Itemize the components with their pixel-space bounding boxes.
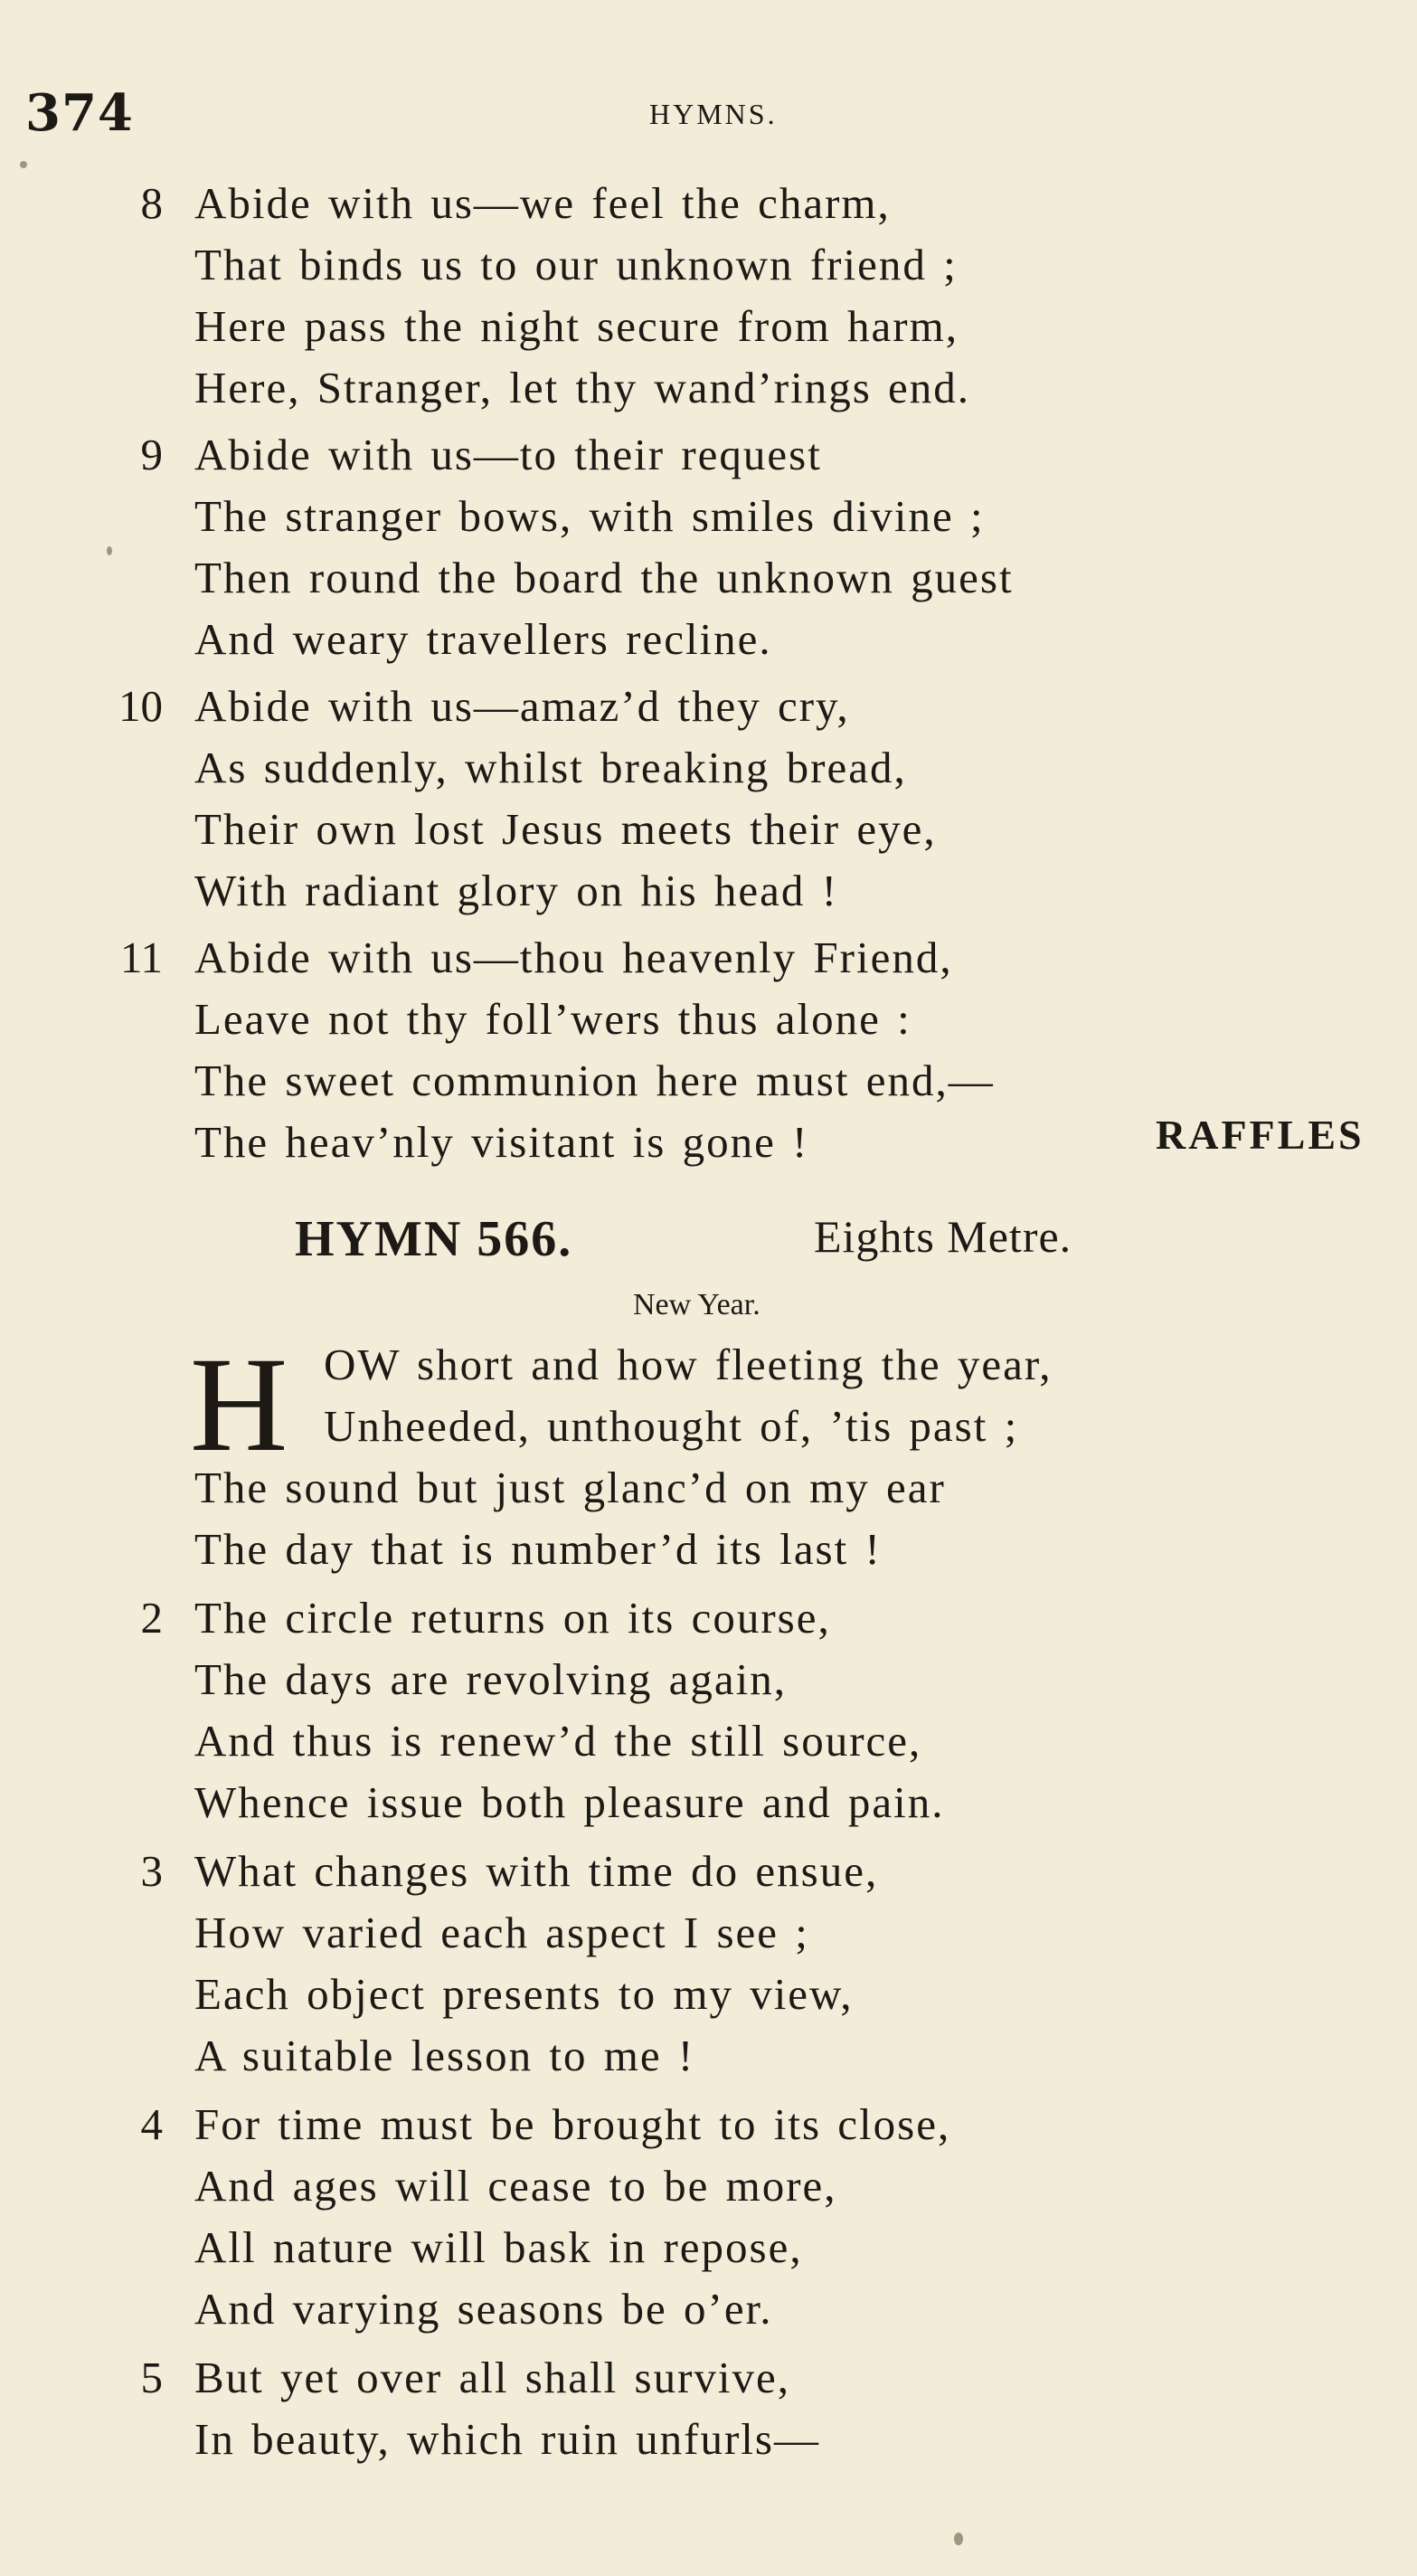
hymn-subtitle: New Year. [633,1288,760,1321]
stanza-number: 2 [140,1593,163,1643]
verse-line: But yet over all shall survive, [194,2353,790,2402]
stanza-number: 8 [140,178,163,228]
verse-line: And ages will cease to be more, [194,2161,837,2211]
verse-line: For time must be brought to its close, [194,2099,951,2149]
verse-line: Here, Stranger, let thy wand’rings end. [194,363,971,412]
page-number: 374 [25,83,134,143]
verse-line: The sound but just glanc’d on my ear [194,1463,946,1512]
verse-line: And varying seasons be o’er. [194,2284,773,2334]
verse-line: What changes with time do ensue, [194,1846,879,1896]
hymn-title: HYMN 566. [295,1211,573,1267]
verse-line: Here pass the night secure from harm, [194,301,959,351]
paper-speck [954,2533,963,2545]
verse-line: Leave not thy foll’wers thus alone : [194,994,912,1044]
verse-line: Whence issue both pleasure and pain. [194,1777,945,1827]
verse-line: The sweet communion here must end,— [194,1056,995,1105]
hymn-meter: Eights Metre. [814,1211,1072,1262]
verse-line: The circle returns on its course, [194,1593,831,1643]
verse-line: Abide with us—to their request [194,430,822,479]
paper-speck [107,546,112,555]
verse-line: Abide with us—we feel the charm, [194,178,891,228]
verse-line: In beauty, which ruin unfurls— [194,2414,820,2464]
verse-line: Abide with us—thou heavenly Friend, [194,933,953,982]
verse-line: The day that is number’d its last ! [194,1524,882,1574]
verse-line: Abide with us—amaz’d they cry, [194,681,850,731]
page-header [25,83,1364,156]
stanza-number: 11 [119,933,163,982]
verse-line: The days are revolving again, [194,1654,787,1704]
verse-line: Their own lost Jesus meets their eye, [194,804,937,854]
stanza-number: 5 [140,2353,163,2402]
verse-line: The heav’nly visitant is gone ! [194,1117,809,1167]
verse-line: A suitable lesson to me ! [194,2031,695,2080]
verse-line: Unheeded, unthought of, ’tis past ; [324,1401,1019,1451]
drop-cap: H [190,1330,288,1480]
verse-line: With radiant glory on his head ! [194,866,838,915]
verse-line: And thus is renew’d the still source, [194,1716,922,1766]
verse-line: How varied each aspect I see ; [194,1908,809,1957]
verse-line: That binds us to our unknown friend ; [194,240,958,289]
verse-line: As suddenly, whilst breaking bread, [194,743,907,792]
author-attribution: RAFFLES [1156,1112,1365,1158]
verse-line: OW short and how fleeting the year, [324,1340,1053,1389]
paper-speck [20,161,27,168]
stanza-number: 10 [118,681,163,731]
verse-line: And weary travellers recline. [194,614,772,664]
stanza-number: 3 [140,1846,163,1896]
verse-line: Each object presents to my view, [194,1969,854,2019]
stanza-number: 4 [140,2099,163,2149]
verse-line: Then round the board the unknown guest [194,553,1014,602]
running-head: HYMNS. [649,98,778,130]
stanza-number: 9 [140,430,163,479]
verse-line: The stranger bows, with smiles divine ; [194,491,985,541]
verse-line: All nature will bask in repose, [194,2222,803,2272]
